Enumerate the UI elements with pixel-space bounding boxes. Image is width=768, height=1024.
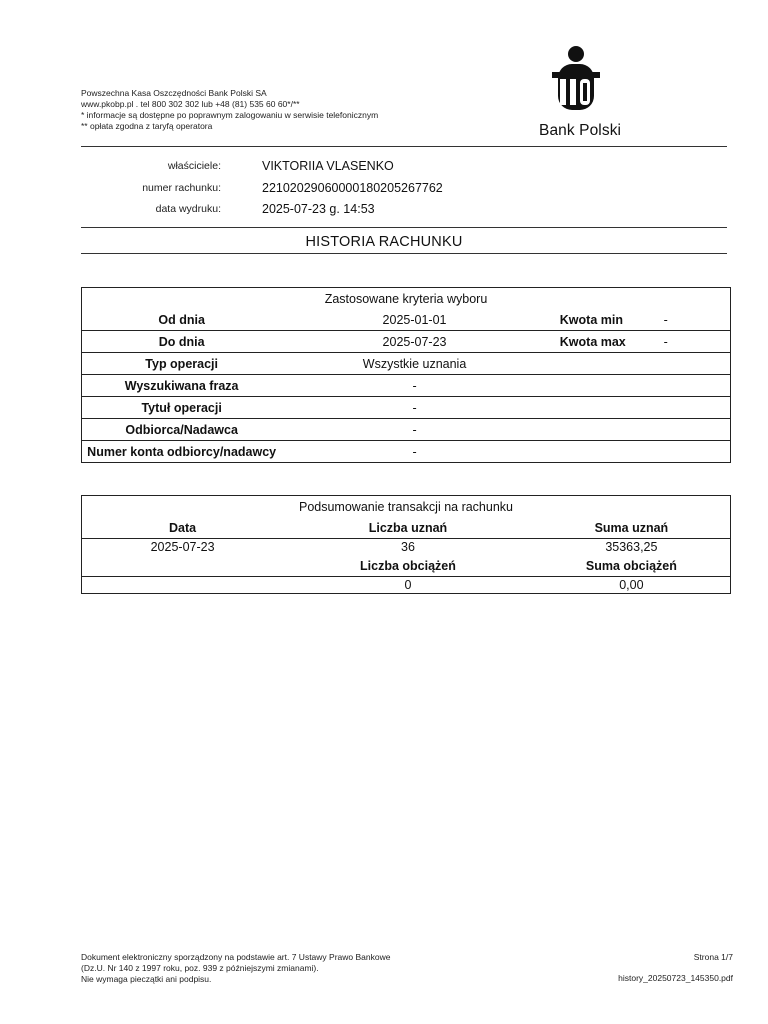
credits-sum-value: 35363,25 <box>533 539 731 556</box>
account-label: numer rachunku: <box>142 182 221 194</box>
phrase-value: - <box>281 375 547 397</box>
footer-legal <box>81 952 481 985</box>
party-value: - <box>281 419 547 441</box>
print-date-value: 2025-07-23 g. 14:53 <box>262 202 375 216</box>
bank-name-line: Powszechna Kasa Oszczędności Bank Polski SA <box>81 88 267 98</box>
account-value: 22102029060000180205267762 <box>262 181 443 195</box>
footer-line-2: (Dz.U. Nr 140 z 1997 roku, poz. 939 z późniejszymi zmianami). <box>81 963 319 973</box>
summary-caption: Podsumowanie transakcji na rachunku <box>298 499 513 514</box>
date-value: 2025-07-23 <box>82 539 284 556</box>
bank-note-1: * informacje są dostępne po poprawnym zalogowaniu w serwisie telefonicznym <box>81 110 379 120</box>
optitle-value: - <box>281 397 547 419</box>
page-title: HISTORIA RACHUNKU <box>305 234 463 250</box>
summary-table <box>81 495 731 594</box>
kwota-max-value: - <box>652 331 731 353</box>
debits-count-header: Liczba obciążeń <box>360 558 456 573</box>
from-label: Od dnia <box>158 312 205 327</box>
debits-sum-value: 0,00 <box>533 577 731 594</box>
owner-value: VIKTORIIA VLASENKO <box>262 159 394 173</box>
title-divider <box>81 253 727 254</box>
pko-piggy-bank-icon <box>536 42 626 122</box>
header-divider <box>81 146 727 147</box>
credits-count-value: 36 <box>283 539 533 556</box>
party-label: Odbiorca/Nadawca <box>82 419 282 441</box>
kwota-min-label: Kwota min <box>559 312 623 327</box>
kwota-max-label: Kwota max <box>548 331 652 353</box>
file-name: history_20250723_145350.pdf <box>618 973 733 983</box>
footer-page-info <box>618 952 733 984</box>
kwota-min-value: - <box>663 312 668 327</box>
credits-count-header: Liczba uznań <box>368 520 448 535</box>
bank-contact-line: www.pkobp.pl . tel 800 302 302 lub +48 (81) 535 60 60*/** <box>81 99 300 109</box>
acct-value: - <box>281 441 547 463</box>
footer-line-1: Dokument elektroniczny sporządzony na podstawie art. 7 Ustawy Prawo Bankowe <box>81 952 391 962</box>
bank-note-2: ** opłata zgodna z taryfą operatora <box>81 121 213 131</box>
type-label: Typ operacji <box>82 353 282 375</box>
to-value: 2025-07-23 <box>281 331 547 353</box>
phrase-label: Wyszukiwana fraza <box>82 375 282 397</box>
type-value: Wszystkie uznania <box>281 353 547 375</box>
criteria-table <box>81 287 731 463</box>
meta-divider <box>81 227 727 228</box>
date-header: Data <box>169 520 197 535</box>
print-date-label: data wydruku: <box>155 203 221 215</box>
criteria-caption: Zastosowane kryteria wyboru <box>324 291 488 306</box>
optitle-label: Tytuł operacji <box>82 397 282 419</box>
page-number: Strona 1/7 <box>693 952 733 962</box>
owner-label: właściciele: <box>167 160 221 172</box>
bank-info <box>81 88 481 132</box>
debits-sum-header: Suma obciążeń <box>585 558 677 573</box>
credits-sum-header: Suma uznań <box>594 520 669 535</box>
debits-count-value: 0 <box>283 577 533 594</box>
acct-label: Numer konta odbiorcy/nadawcy <box>82 441 282 463</box>
logo-text: Bank Polski <box>539 122 622 139</box>
footer-line-3: Nie wymaga pieczątki ani podpisu. <box>81 974 212 984</box>
to-label: Do dnia <box>82 331 282 353</box>
from-value: 2025-01-01 <box>382 312 447 327</box>
